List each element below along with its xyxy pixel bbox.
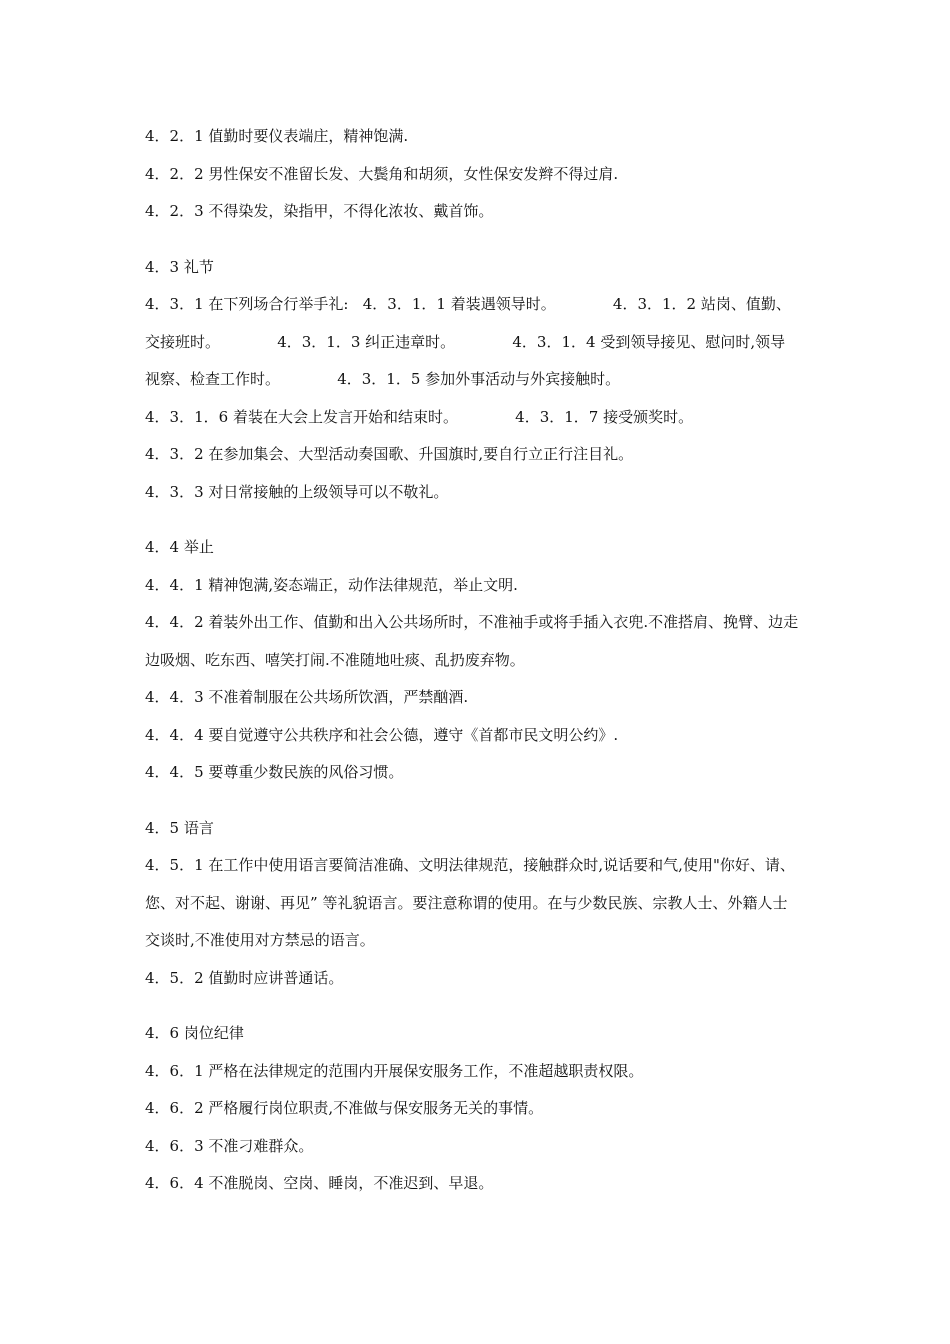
- paragraph-4-6-2: 4．6．2 严格履行岗位职责,不准做与保安服务无关的事情。: [145, 1099, 544, 1117]
- paragraph-4-2-1: 4．2．1 值勤时要仪表端庄，精神饱满.: [145, 127, 409, 145]
- paragraph-4-4-4: 4．4．4 要自觉遵守公共秩序和社会公德，遵守《首都市民文明公约》.: [145, 725, 619, 744]
- section-gap: [145, 792, 800, 810]
- paragraph-4-6-4: 4．6．4 不准脱岗、空岗、睡岗，不准迟到、早退。: [145, 1174, 494, 1192]
- section-heading-4-5: 4．5 语言: [145, 818, 214, 837]
- section-gap: [145, 511, 800, 529]
- paragraph-4-5-2: 4．5．2 值勤时应讲普通话。: [145, 968, 344, 987]
- paragraph-4-2-2: 4．2．2 男性保安不准留长发、大鬓角和胡须，女性保安发辫不得过肩.: [145, 164, 619, 183]
- paragraph-4-4-1: 4．4．1 精神饱满,姿态端正，动作法律规范，举止文明.: [145, 575, 518, 594]
- section-4-5: [145, 810, 800, 998]
- paragraph-4-4-5: 4．4．5 要尊重少数民族的风俗习惯。: [145, 763, 404, 781]
- paragraph-4-6-3: 4．6．3 不准刁难群众。: [145, 1136, 314, 1155]
- section-gap: [145, 231, 800, 249]
- section-gap: [145, 997, 800, 1015]
- section-heading-4-4: 4．4 举止: [145, 538, 214, 556]
- paragraph-4-3-1-6: 4．3．1．6 着装在大会上发言开始和结束时。 4．3．1．7 接受颁奖时。: [145, 407, 694, 426]
- section-4-2: [145, 118, 800, 231]
- paragraph-4-3-2: 4．3．2 在参加集会、大型活动奏国歌、升国旗时,要自行立正行注目礼。: [145, 445, 634, 463]
- paragraph-4-4-3: 4．4．3 不准着制服在公共场所饮酒，严禁酗酒.: [145, 688, 469, 706]
- section-4-4: [145, 529, 800, 792]
- document-page: [145, 118, 800, 1203]
- section-4-3: [145, 249, 800, 512]
- paragraph-4-3-1: 4．3．1 在下列场合行举手礼: 4．3．1．1 着装遇领导时。 4．3．1．2 站岗、值勤、交接班时。 4．3．1．3 纠正违章时。 4．3．1．4 受到领导接见、慰问时,领导视察、检查工作时。 4．3．1．5 参加外事活动与外宾接触时。: [145, 295, 791, 388]
- section-heading-4-6: 4．6 岗位纪律: [145, 1024, 244, 1042]
- paragraph-4-5-1: 4．5．1 在工作中使用语言要简洁准确、文明法律规范，接触群众时,说话要和气,使用"你好、请、您、对不起、谢谢、再见” 等礼貌语言。要注意称谓的使用。在与少数民族、宗教人士、外籍人士交谈时,不准使用对方禁忌的语言。: [145, 856, 795, 949]
- paragraph-4-6-1: 4．6．1 严格在法律规定的范围内开展保安服务工作，不准超越职责权限。: [145, 1061, 644, 1080]
- paragraph-4-2-3: 4．2．3 不得染发，染指甲，不得化浓妆、戴首饰。: [145, 202, 494, 220]
- section-heading-4-3: 4．3 礼节: [145, 257, 214, 276]
- paragraph-4-3-3: 4．3．3 对日常接触的上级领导可以不敬礼。: [145, 482, 449, 501]
- section-4-6: [145, 1015, 800, 1203]
- paragraph-4-4-2: 4．4．2 着装外出工作、值勤和出入公共场所时，不准袖手或将手插入衣兜.不准搭肩、挽臂、边走边吸烟、吃东西、嘻笑打闹.不准随地吐痰、乱扔废弃物。: [145, 613, 799, 669]
